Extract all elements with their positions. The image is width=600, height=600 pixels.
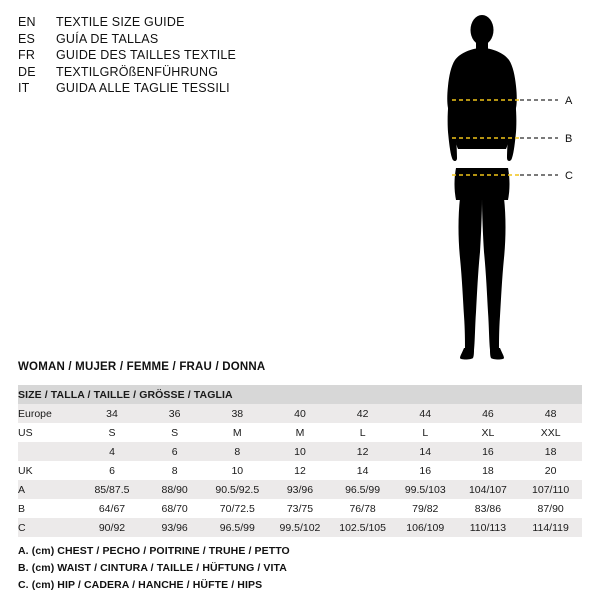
language-title: GUIDA ALLE TAGLIE TESSILI: [56, 81, 230, 95]
legend-item-chest: A. (cm) CHEST / PECHO / POITRINE / TRUHE / PETTO: [18, 545, 290, 557]
cell: XXL: [519, 423, 582, 442]
cell: 102.5/105: [331, 518, 394, 537]
row-label: A: [18, 480, 81, 499]
cell: 107/110: [519, 480, 582, 499]
cell: 70/72.5: [206, 499, 269, 518]
cell: 34: [81, 404, 144, 423]
female-silhouette-figure: [420, 8, 595, 383]
cell: XL: [457, 423, 520, 442]
legend-item-waist: B. (cm) WAIST / CINTURA / TAILLE / HÜFTUNG / VITA: [18, 562, 287, 574]
language-code: FR: [18, 48, 36, 62]
cell: S: [81, 423, 144, 442]
row-label: C: [18, 518, 81, 537]
cell: 73/75: [269, 499, 332, 518]
marker-label-c: C: [565, 170, 573, 182]
language-title: TEXTILGRÖßENFÜHRUNG: [56, 64, 219, 79]
cell: 79/82: [394, 499, 457, 518]
cell: 6: [143, 442, 206, 461]
marker-label-a: A: [565, 95, 573, 107]
cell: 6: [81, 461, 144, 480]
row-label: Europe: [18, 404, 81, 423]
cell: 114/119: [519, 518, 582, 537]
cell: 106/109: [394, 518, 457, 537]
row-label: [18, 442, 81, 461]
row-label: UK: [18, 461, 81, 480]
row-label: B: [18, 499, 81, 518]
silhouette-icon: [447, 15, 517, 360]
language-row: [18, 31, 348, 48]
cell: 88/90: [143, 480, 206, 499]
cell: 14: [331, 461, 394, 480]
cell: 14: [394, 442, 457, 461]
cell: 44: [394, 404, 457, 423]
cell: 40: [269, 404, 332, 423]
table-header-label: SIZE / TALLA / TAILLE / GRÖSSE / TAGLIA: [18, 385, 582, 404]
row-label: US: [18, 423, 81, 442]
cell: 46: [457, 404, 520, 423]
language-title: TEXTILE SIZE GUIDE: [56, 15, 185, 29]
cell: 48: [519, 404, 582, 423]
language-title: GUIDE DES TAILLES TEXTILE: [56, 48, 237, 62]
table-row: [18, 518, 582, 537]
cell: S: [143, 423, 206, 442]
cell: 93/96: [269, 480, 332, 499]
cell: 8: [206, 442, 269, 461]
cell: 83/86: [457, 499, 520, 518]
language-code: DE: [18, 64, 36, 79]
cell: 76/78: [331, 499, 394, 518]
language-row: [18, 47, 348, 64]
table-row: [18, 480, 582, 499]
cell: 16: [394, 461, 457, 480]
cell: 38: [206, 404, 269, 423]
cell: 10: [206, 461, 269, 480]
gender-label: WOMAN / MUJER / FEMME / FRAU / DONNA: [18, 361, 266, 373]
language-row: [18, 14, 348, 31]
table-row: [18, 499, 582, 518]
language-title: GUÍA DE TALLAS: [56, 31, 159, 46]
measurement-legend: [18, 543, 578, 594]
table-row: [18, 461, 582, 480]
cell: 42: [331, 404, 394, 423]
cell: 87/90: [519, 499, 582, 518]
cell: 93/96: [143, 518, 206, 537]
cell: M: [269, 423, 332, 442]
table-row: [18, 404, 582, 423]
cell: 96.5/99: [331, 480, 394, 499]
language-code: ES: [18, 31, 36, 46]
marker-label-b: B: [565, 133, 573, 145]
cell: 90.5/92.5: [206, 480, 269, 499]
cell: 18: [519, 442, 582, 461]
size-table-container: [18, 385, 582, 537]
cell: 10: [269, 442, 332, 461]
cell: M: [206, 423, 269, 442]
cell: 110/113: [457, 518, 520, 537]
cell: L: [331, 423, 394, 442]
cell: 96.5/99: [206, 518, 269, 537]
measurement-leaders: [520, 100, 558, 175]
cell: 68/70: [143, 499, 206, 518]
language-titles: [18, 14, 348, 97]
language-row: [18, 80, 348, 97]
cell: 90/92: [81, 518, 144, 537]
cell: 20: [519, 461, 582, 480]
cell: L: [394, 423, 457, 442]
cell: 16: [457, 442, 520, 461]
cell: 99.5/102: [269, 518, 332, 537]
cell: 12: [269, 461, 332, 480]
language-code: IT: [18, 81, 30, 95]
legend-item-hip: C. (cm) HIP / CADERA / HANCHE / HÜFTE / HIPS: [18, 579, 263, 591]
cell: 4: [81, 442, 144, 461]
table-row: [18, 423, 582, 442]
language-row: [18, 64, 348, 81]
cell: 36: [143, 404, 206, 423]
cell: 99.5/103: [394, 480, 457, 499]
table-row: [18, 442, 582, 461]
cell: 18: [457, 461, 520, 480]
cell: 8: [143, 461, 206, 480]
cell: 104/107: [457, 480, 520, 499]
table-header-row: [18, 385, 582, 404]
cell: 12: [331, 442, 394, 461]
cell: 64/67: [81, 499, 144, 518]
cell: 85/87.5: [81, 480, 144, 499]
size-table: [18, 385, 582, 537]
language-code: EN: [18, 15, 36, 29]
